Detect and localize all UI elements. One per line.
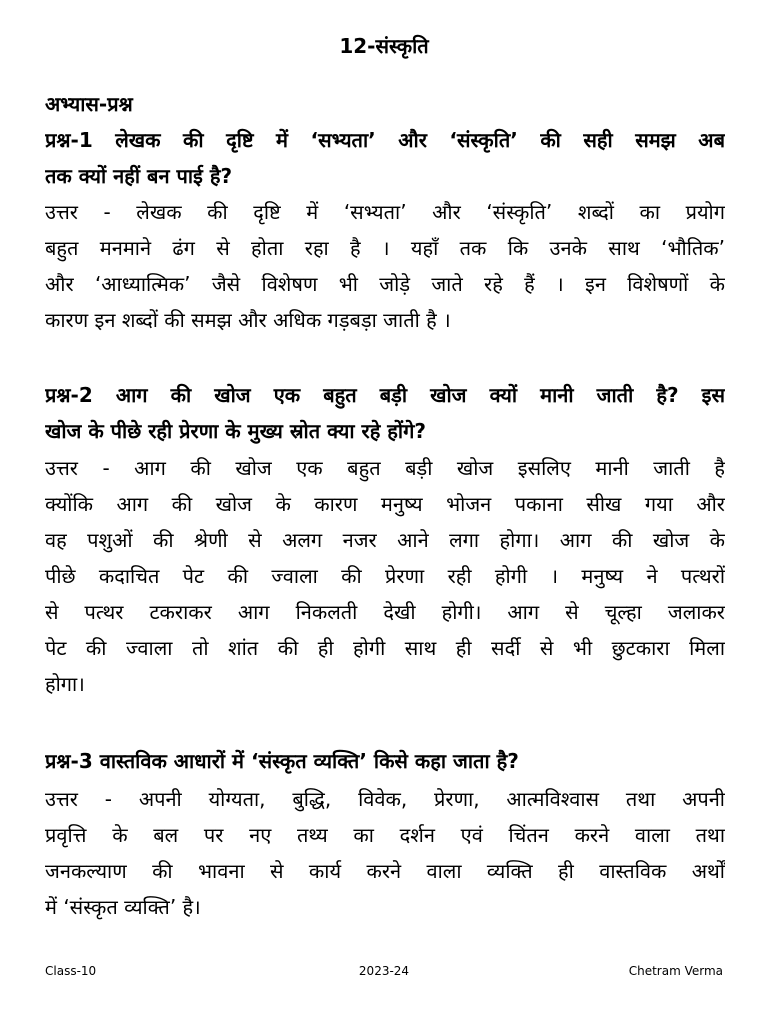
answer-2: [45, 450, 725, 702]
answer-line: कारण इन शब्दों की समझ और अधिक गड़बड़ा जाती है ।: [45, 308, 451, 332]
answer-line: उत्तर - अपनी योग्यता, बुद्धि, विवेक, प्रेरणा, आत्मविश्वास तथा अपनी: [45, 787, 725, 811]
answer-line: होगा।: [45, 672, 85, 696]
answer-line: बहुत मनमाने ढंग से होता रहा है । यहाँ तक कि उनके साथ ‘भौतिक’: [45, 236, 725, 260]
question-line: तक क्यों नहीं बन पाई है?: [45, 164, 233, 188]
answer-line: से पत्थर टकराकर आग निकलती देखी होगी। आग से चूल्हा जलाकर: [45, 600, 725, 624]
question-3: [45, 743, 725, 779]
answer-line: प्रवृत्ति के बल पर नए तथ्य का दर्शन एवं चिंतन करने वाला तथा: [45, 823, 725, 847]
question-line: प्रश्न-3 वास्तविक आधारों में ‘संस्कृत व्यक्ति’ किसे कहा जाता है?: [45, 749, 519, 773]
answer-line: पीछे कदाचित पेट की ज्वाला की प्रेरणा रही होगी । मनुष्य ने पत्थरों: [45, 564, 725, 588]
question-2: [45, 377, 725, 449]
question-1: [45, 122, 725, 194]
page-title: 12-संस्कृति: [339, 34, 429, 58]
question-line: प्रश्न-1 लेखक की दृष्टि में ‘सभ्यता’ और ‘संस्कृति’ की सही समझ अब: [45, 128, 725, 152]
answer-line: उत्तर - आग की खोज एक बहुत बड़ी खोज इसलिए मानी जाती है: [45, 456, 725, 480]
question-line: प्रश्न-2 आग की खोज एक बहुत बड़ी खोज क्यों मानी जाती है? इस: [45, 383, 725, 407]
footer-session: 2023-24: [358, 964, 410, 978]
answer-line: में ‘संस्कृत व्यक्ति’ है।: [45, 895, 201, 919]
section-heading: अभ्यास-प्रश्न: [45, 92, 133, 116]
answer-3: [45, 781, 725, 925]
answer-line: पेट की ज्वाला तो शांत की ही होगी साथ ही सर्दी से भी छुटकारा मिला: [45, 636, 725, 660]
question-line: खोज के पीछे रही प्रेरणा के मुख्य स्रोत क्या रहे होंगे?: [45, 419, 426, 443]
answer-line: और ‘आध्यात्मिक’ जैसे विशेषण भी जोड़े जाते रहे हैं । इन विशेषणों के: [45, 272, 725, 296]
answer-line: जनकल्याण की भावना से कार्य करने वाला व्यक्ति ही वास्तविक अर्थों: [45, 859, 725, 883]
answer-line: उत्तर - लेखक की दृष्टि में ‘सभ्यता’ और ‘संस्कृति’ शब्दों का प्रयोग: [45, 200, 725, 224]
footer-class: Class-10: [45, 964, 97, 978]
answer-1: [45, 194, 725, 338]
answer-line: क्योंकि आग की खोज के कारण मनुष्य भोजन पकाना सीख गया और: [45, 492, 725, 516]
answer-line: वह पशुओं की श्रेणी से अलग नजर आने लगा होगा। आग की खोज के: [45, 528, 725, 552]
footer-author: Chetram Verma: [628, 964, 723, 978]
